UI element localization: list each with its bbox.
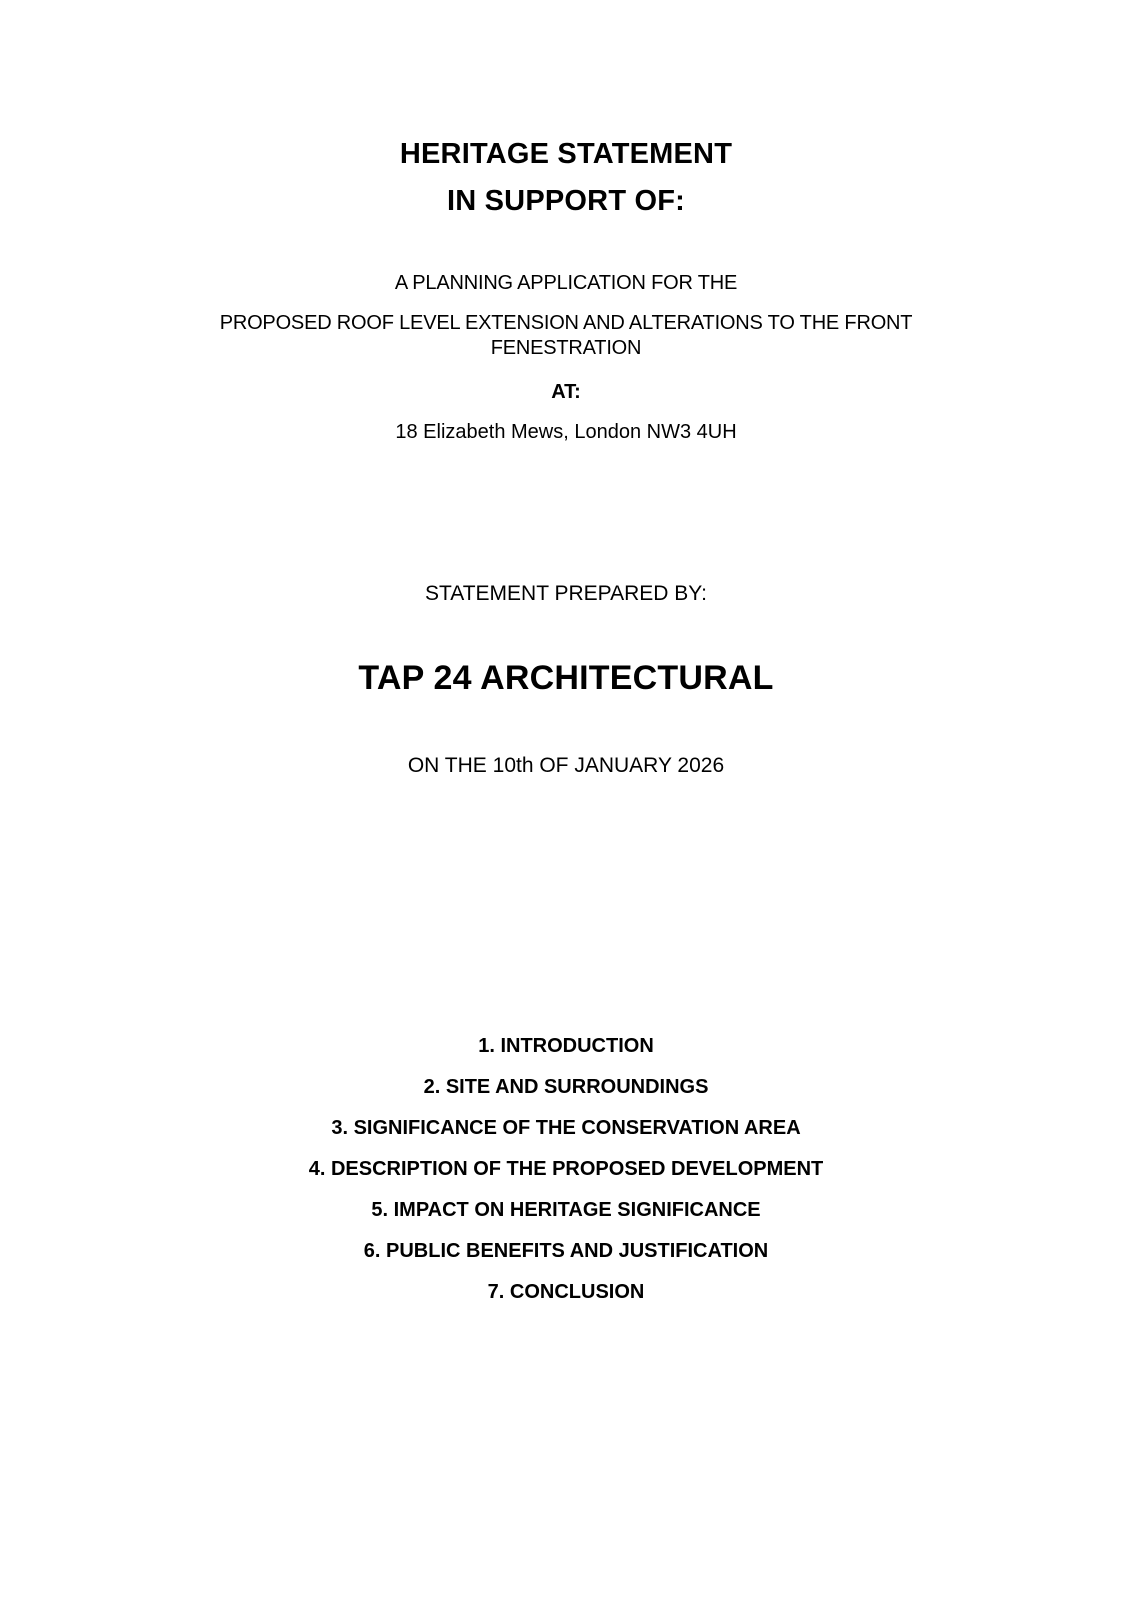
at-label: AT: <box>551 381 581 403</box>
author-name: TAP 24 ARCHITECTURAL <box>358 659 774 697</box>
application-intro-line: A PLANNING APPLICATION FOR THE <box>394 272 738 294</box>
contents-list <box>0 1034 1132 1304</box>
document-title-line2: IN SUPPORT OF: <box>446 185 686 217</box>
application-description-line: PROPOSED ROOF LEVEL EXTENSION AND ALTERATIONS TO THE FRONT FENESTRATION <box>219 312 913 359</box>
contents-item-public-benefits: 6. PUBLIC BENEFITS AND JUSTIFICATION <box>363 1240 769 1262</box>
contents-item-conclusion: 7. CONCLUSION <box>487 1281 645 1303</box>
contents-item-description: 4. DESCRIPTION OF THE PROPOSED DEVELOPMENT <box>308 1158 824 1180</box>
contents-item-impact: 5. IMPACT ON HERITAGE SIGNIFICANCE <box>371 1199 761 1221</box>
prepared-by-label: STATEMENT PREPARED BY: <box>424 582 707 605</box>
contents-item-site-and-surroundings: 2. SITE AND SURROUNDINGS <box>423 1076 709 1098</box>
document-title-line1: HERITAGE STATEMENT <box>399 138 733 170</box>
document-title <box>0 131 1132 225</box>
contents-item-significance: 3. SIGNIFICANCE OF THE CONSERVATION AREA <box>331 1117 801 1139</box>
site-address: 18 Elizabeth Mews, London NW3 4UH <box>395 421 737 443</box>
contents-item-introduction: 1. INTRODUCTION <box>478 1035 654 1057</box>
statement-date: ON THE 10th OF JANUARY 2026 <box>407 754 725 777</box>
